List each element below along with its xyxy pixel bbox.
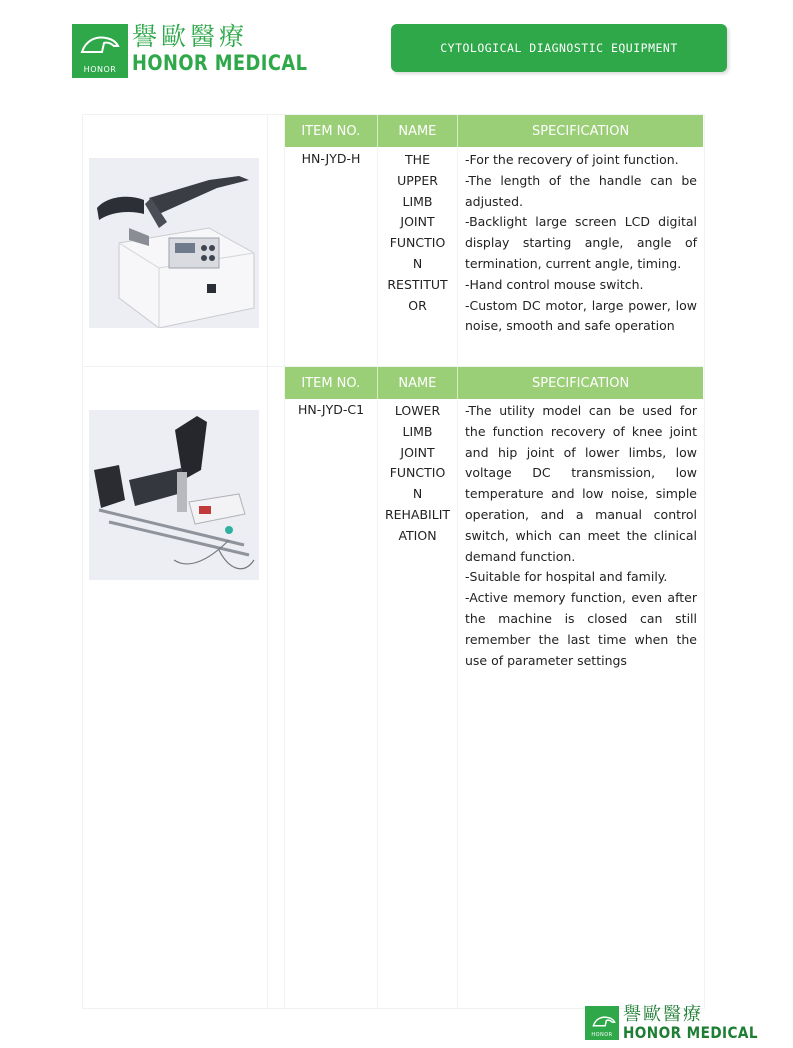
- item-number: HN-JYD-C1: [297, 402, 365, 417]
- product-name-line: OR: [408, 297, 427, 313]
- product-name-line: ATION: [398, 527, 437, 543]
- table-header-row: [285, 115, 703, 147]
- brand-name-cn: 譽歐醫療: [132, 22, 249, 51]
- brand-name-en: HONOR MEDICAL: [132, 51, 308, 75]
- column-divider: [284, 114, 285, 1008]
- spec-line: -Custom DC motor, large power, low noise, smooth and safe operation: [465, 297, 697, 334]
- product-name-line: N: [412, 486, 423, 502]
- product-photo-lower-limb: [89, 410, 259, 580]
- horse-icon: [78, 30, 122, 58]
- product-name-line: JOINT: [400, 444, 435, 460]
- product-name-line: FUNCTIO: [389, 235, 446, 251]
- header-specification: SPECIFICATION: [531, 375, 630, 391]
- spec-line: -The length of the handle can be adjusted.: [465, 172, 697, 209]
- spec-line: -Hand control mouse switch.: [465, 276, 644, 292]
- product-name-line: LOWER: [394, 403, 441, 418]
- header-specification: SPECIFICATION: [531, 123, 630, 139]
- spec-line: -Suitable for hospital and family.: [465, 569, 668, 585]
- product-name-line: JOINT: [400, 214, 435, 230]
- product-name-line: UPPER: [397, 172, 438, 188]
- logo-mark-text: HONOR: [591, 1032, 613, 1038]
- product-name-line: REHABILIT: [384, 506, 451, 522]
- footer-logo: [585, 1006, 782, 1042]
- product-name-line: N: [412, 255, 423, 271]
- spec-line: -Backlight large screen LCD digital display starting angle, angle of termination, current angle, timing.: [465, 214, 697, 271]
- logo-mark: [72, 24, 128, 78]
- product-specification: [465, 401, 697, 671]
- brand-logo: [72, 24, 338, 78]
- spec-line: -For the recovery of joint function.: [465, 152, 679, 167]
- column-divider: [267, 114, 268, 1008]
- product-name-line: THE: [405, 152, 430, 167]
- item-number: HN-JYD-H: [301, 151, 361, 166]
- product-name-line: LIMB: [402, 423, 433, 439]
- product-name-line: RESTITUT: [387, 276, 448, 292]
- spec-line: -Active memory function, even after the machine is closed can still remember the last time when the use of parameter settings: [465, 590, 697, 668]
- brand-name-en: HONOR MEDICAL: [623, 1023, 758, 1042]
- spec-line: -The utility model can be used for the function recovery of knee joint and hip joint of lower limbs, low voltage DC transmission, low temperature and low noise, simple operation, and a manual control switch, which can meet the clinical demand function.: [465, 403, 697, 564]
- header-item-no: ITEM NO.: [285, 115, 378, 147]
- product-name-line: FUNCTIO: [389, 465, 446, 481]
- category-banner: CYTOLOGICAL DIAGNOSTIC EQUIPMENT: [391, 24, 727, 72]
- horse-icon: [591, 1012, 617, 1030]
- brand-name-cn: 譽歐醫療: [623, 1004, 703, 1025]
- product-name: [378, 150, 457, 316]
- table-header-row: [285, 367, 703, 399]
- product-photo-upper-limb: [89, 158, 259, 328]
- header-name: NAME: [378, 367, 459, 399]
- column-divider: [457, 114, 458, 1008]
- logo-mark-text: HONOR: [83, 65, 117, 74]
- product-name: [378, 401, 457, 547]
- logo-mark: [585, 1006, 619, 1040]
- header-item-no: ITEM NO.: [285, 367, 378, 399]
- product-name-line: LIMB: [402, 193, 433, 209]
- product-specification: [465, 150, 697, 337]
- header-name: NAME: [378, 115, 459, 147]
